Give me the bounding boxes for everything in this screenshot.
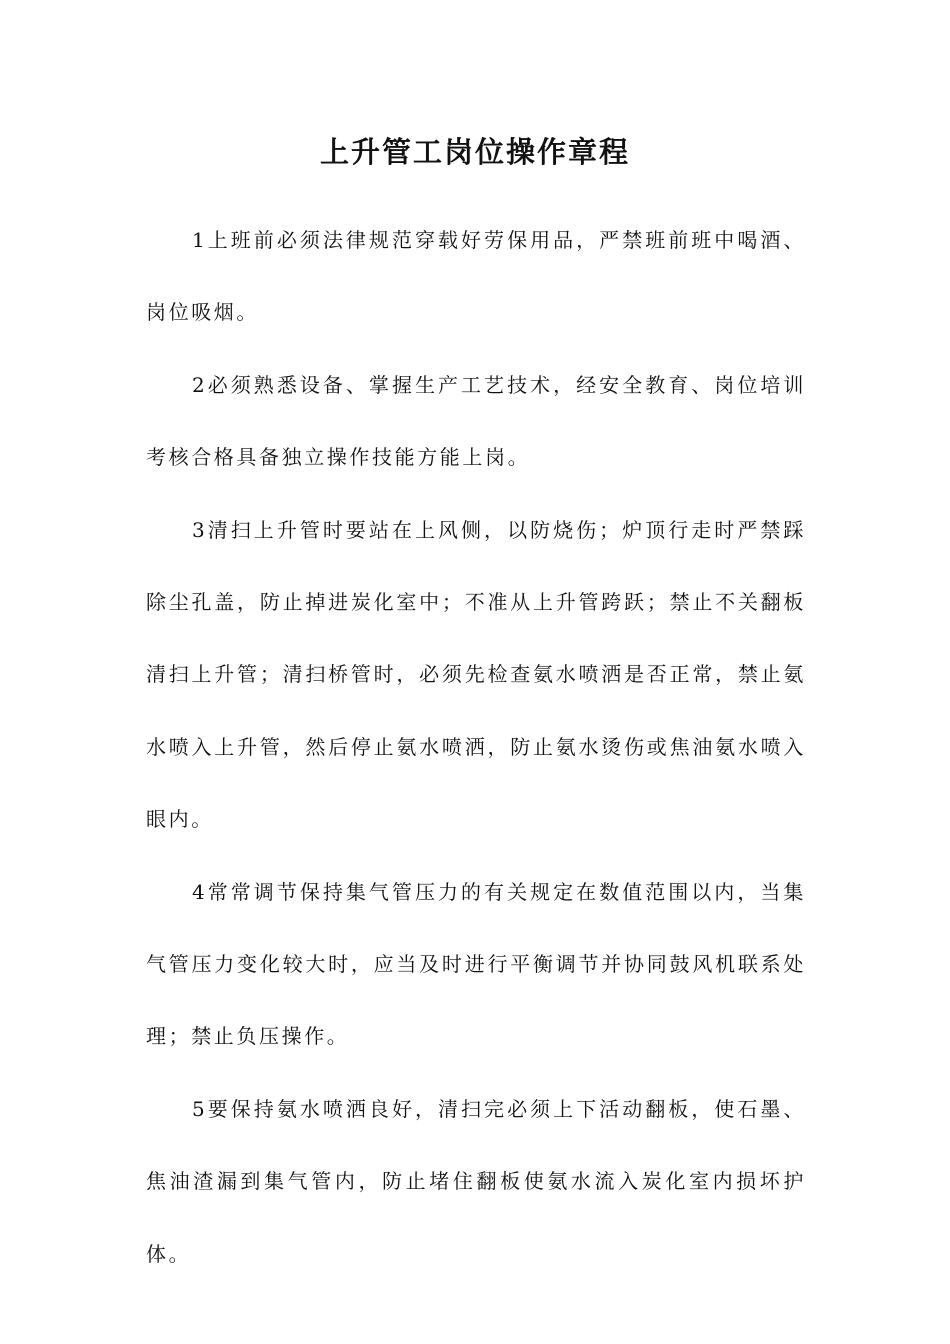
paragraph-4: 4常常调节保持集气管压力的有关规定在数值范围以内，当集气管压力变化较大时，应当及时进行平衡调节并协同鼓风机联系处理；禁止负压操作。 (146, 879, 806, 1049)
paragraph-1: 1上班前必须法律规范穿载好劳保用品，严禁班前班中喝酒、岗位吸烟。 (146, 228, 806, 325)
paragraph-5: 5要保持氨水喷洒良好，清扫完必须上下活动翻板，使石墨、焦油渣漏到集气管内，防止堵住翻板使氨水流入炭化室内损坏护体。 (146, 1096, 806, 1266)
paragraph-2: 2必须熟悉设备、掌握生产工艺技术，经安全教育、岗位培训考核合格具备独立操作技能方能上岗。 (146, 372, 806, 470)
document-title: 上升管工岗位操作章程 (319, 135, 630, 169)
paragraph-3: 3清扫上升管时要站在上风侧，以防烧伤；炉顶行走时严禁踩除尘孔盖，防止掉进炭化室中；不准从上升管跨跃；禁止不关翻板清扫上升管；清扫桥管时，必须先检查氨水喷洒是否正常，禁止氨水喷入上升管，然后停止氨水喷洒，防止氨水烫伤或焦油氨水喷入眼内。 (146, 517, 806, 832)
document-body (146, 204, 806, 1290)
